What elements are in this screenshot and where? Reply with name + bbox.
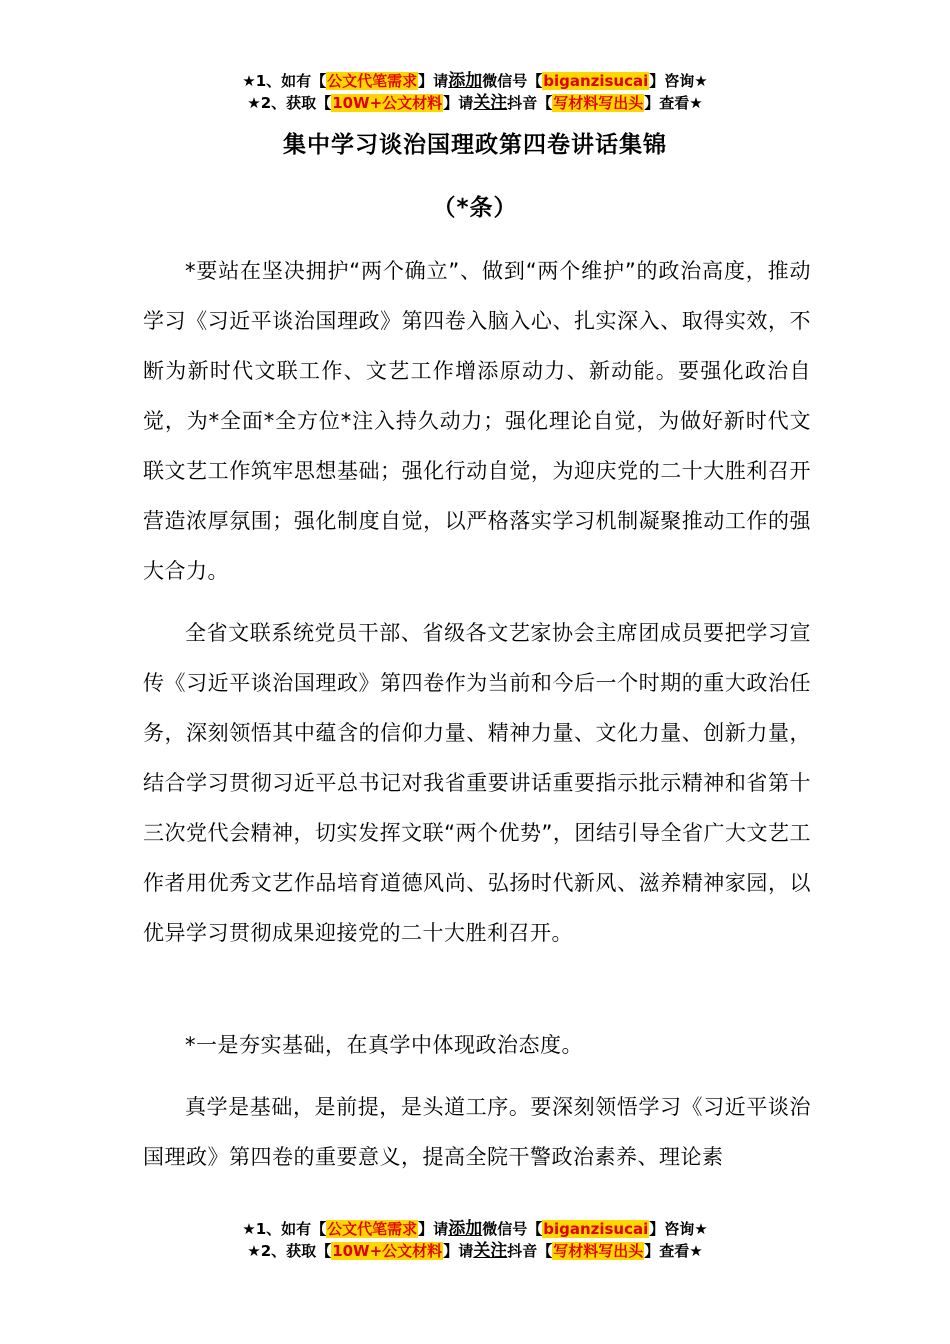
promo-line-2 [0,92,950,114]
promo-underlined: 关注 [473,93,508,113]
promo-text: 抖音【 [507,94,553,112]
promo-text: ★1、如有【 [242,1220,327,1238]
promo-text: ★1、如有【 [242,72,327,90]
paragraph-4-container [143,1082,811,1182]
promo-highlight: 公文代笔需求 [327,1220,418,1238]
promo-text: 】咨询★ [649,1220,708,1238]
promo-text: ★2、获取【 [247,94,332,112]
promo-highlight: 公文代笔需求 [327,72,418,90]
promo-text: 】请 [443,94,474,112]
promo-text: 微信号【 [482,72,543,90]
body-paragraph: *要站在坚决拥护“两个确立”、做到“两个维护”的政治高度，推动学习《习近平谈治国理政》第四卷入脑入心、扎实深入、取得实效，不断为新时代文联工作、文艺工作增添原动力、新动能。要强化政治自觉，为*全面*全方位*注入持久动力；强化理论自觉，为做好新时代文联文艺工作筑牢思想基础；强化行动自觉，为迎庆党的二十大胜利召开营造浓厚氛围；强化制度自觉，以严格落实学习机制凝聚推动工作的强大合力。 [143,259,811,583]
body-paragraph: 真学是基础，是前提，是头道工序。要深刻领悟学习《习近平谈治国理政》第四卷的重要意义，提高全院干警政治素养、理论素 [143,1095,811,1169]
promo-text: ★2、获取【 [247,1242,332,1260]
promo-highlight: 写材料写出头 [553,1242,644,1260]
promo-text: 微信号【 [482,1220,543,1238]
promo-line-1 [0,1218,950,1240]
promo-underlined: 添加 [448,1219,483,1239]
footer-promo-banner [0,1218,950,1262]
promo-text: 】请 [418,72,449,90]
promo-text: 】查看★ [644,1242,703,1260]
promo-highlight: biganzisucai [543,72,649,90]
body-paragraph: 全省文联系统党员干部、省级各文艺家协会主席团成员要把学习宣传《习近平谈治国理政》第四卷作为当前和今后一个时期的重大政治任务，深刻领悟其中蕴含的信仰力量、精神力量、文化力量、创新力量，结合学习贯彻习近平总书记对我省重要讲话重要指示批示精神和省第十三次党代会精神，切实发挥文联“两个优势”，团结引导全省广大文艺工作者用优秀文艺作品培育道德风尚、弘扬时代新风、滋养精神家园，以优异学习贯彻成果迎接党的二十大胜利召开。 [143,621,811,945]
header-promo-banner [0,70,950,114]
promo-text: 】查看★ [644,94,703,112]
paragraph-3-container [143,1020,811,1070]
promo-text: 】请 [418,1220,449,1238]
promo-underlined: 添加 [448,71,483,91]
document-subtitle: （*条） [432,195,518,221]
promo-line-2 [0,1240,950,1262]
promo-text: 】咨询★ [649,72,708,90]
promo-highlight: 10W+公文材料 [332,94,443,112]
paragraph-2-container [143,608,811,958]
promo-underlined: 关注 [473,1241,508,1261]
section-heading-paragraph: *一是夯实基础，在真学中体现政治态度。 [185,1033,583,1057]
promo-line-1 [0,70,950,92]
promo-text: 】请 [443,1242,474,1260]
document-title: 集中学习谈治国理政第四卷讲话集锦 [283,132,667,158]
promo-highlight: 10W+公文材料 [332,1242,443,1260]
promo-highlight: 写材料写出头 [553,94,644,112]
paragraph-1-container [143,246,811,596]
promo-highlight: biganzisucai [543,1220,649,1238]
promo-text: 抖音【 [507,1242,553,1260]
